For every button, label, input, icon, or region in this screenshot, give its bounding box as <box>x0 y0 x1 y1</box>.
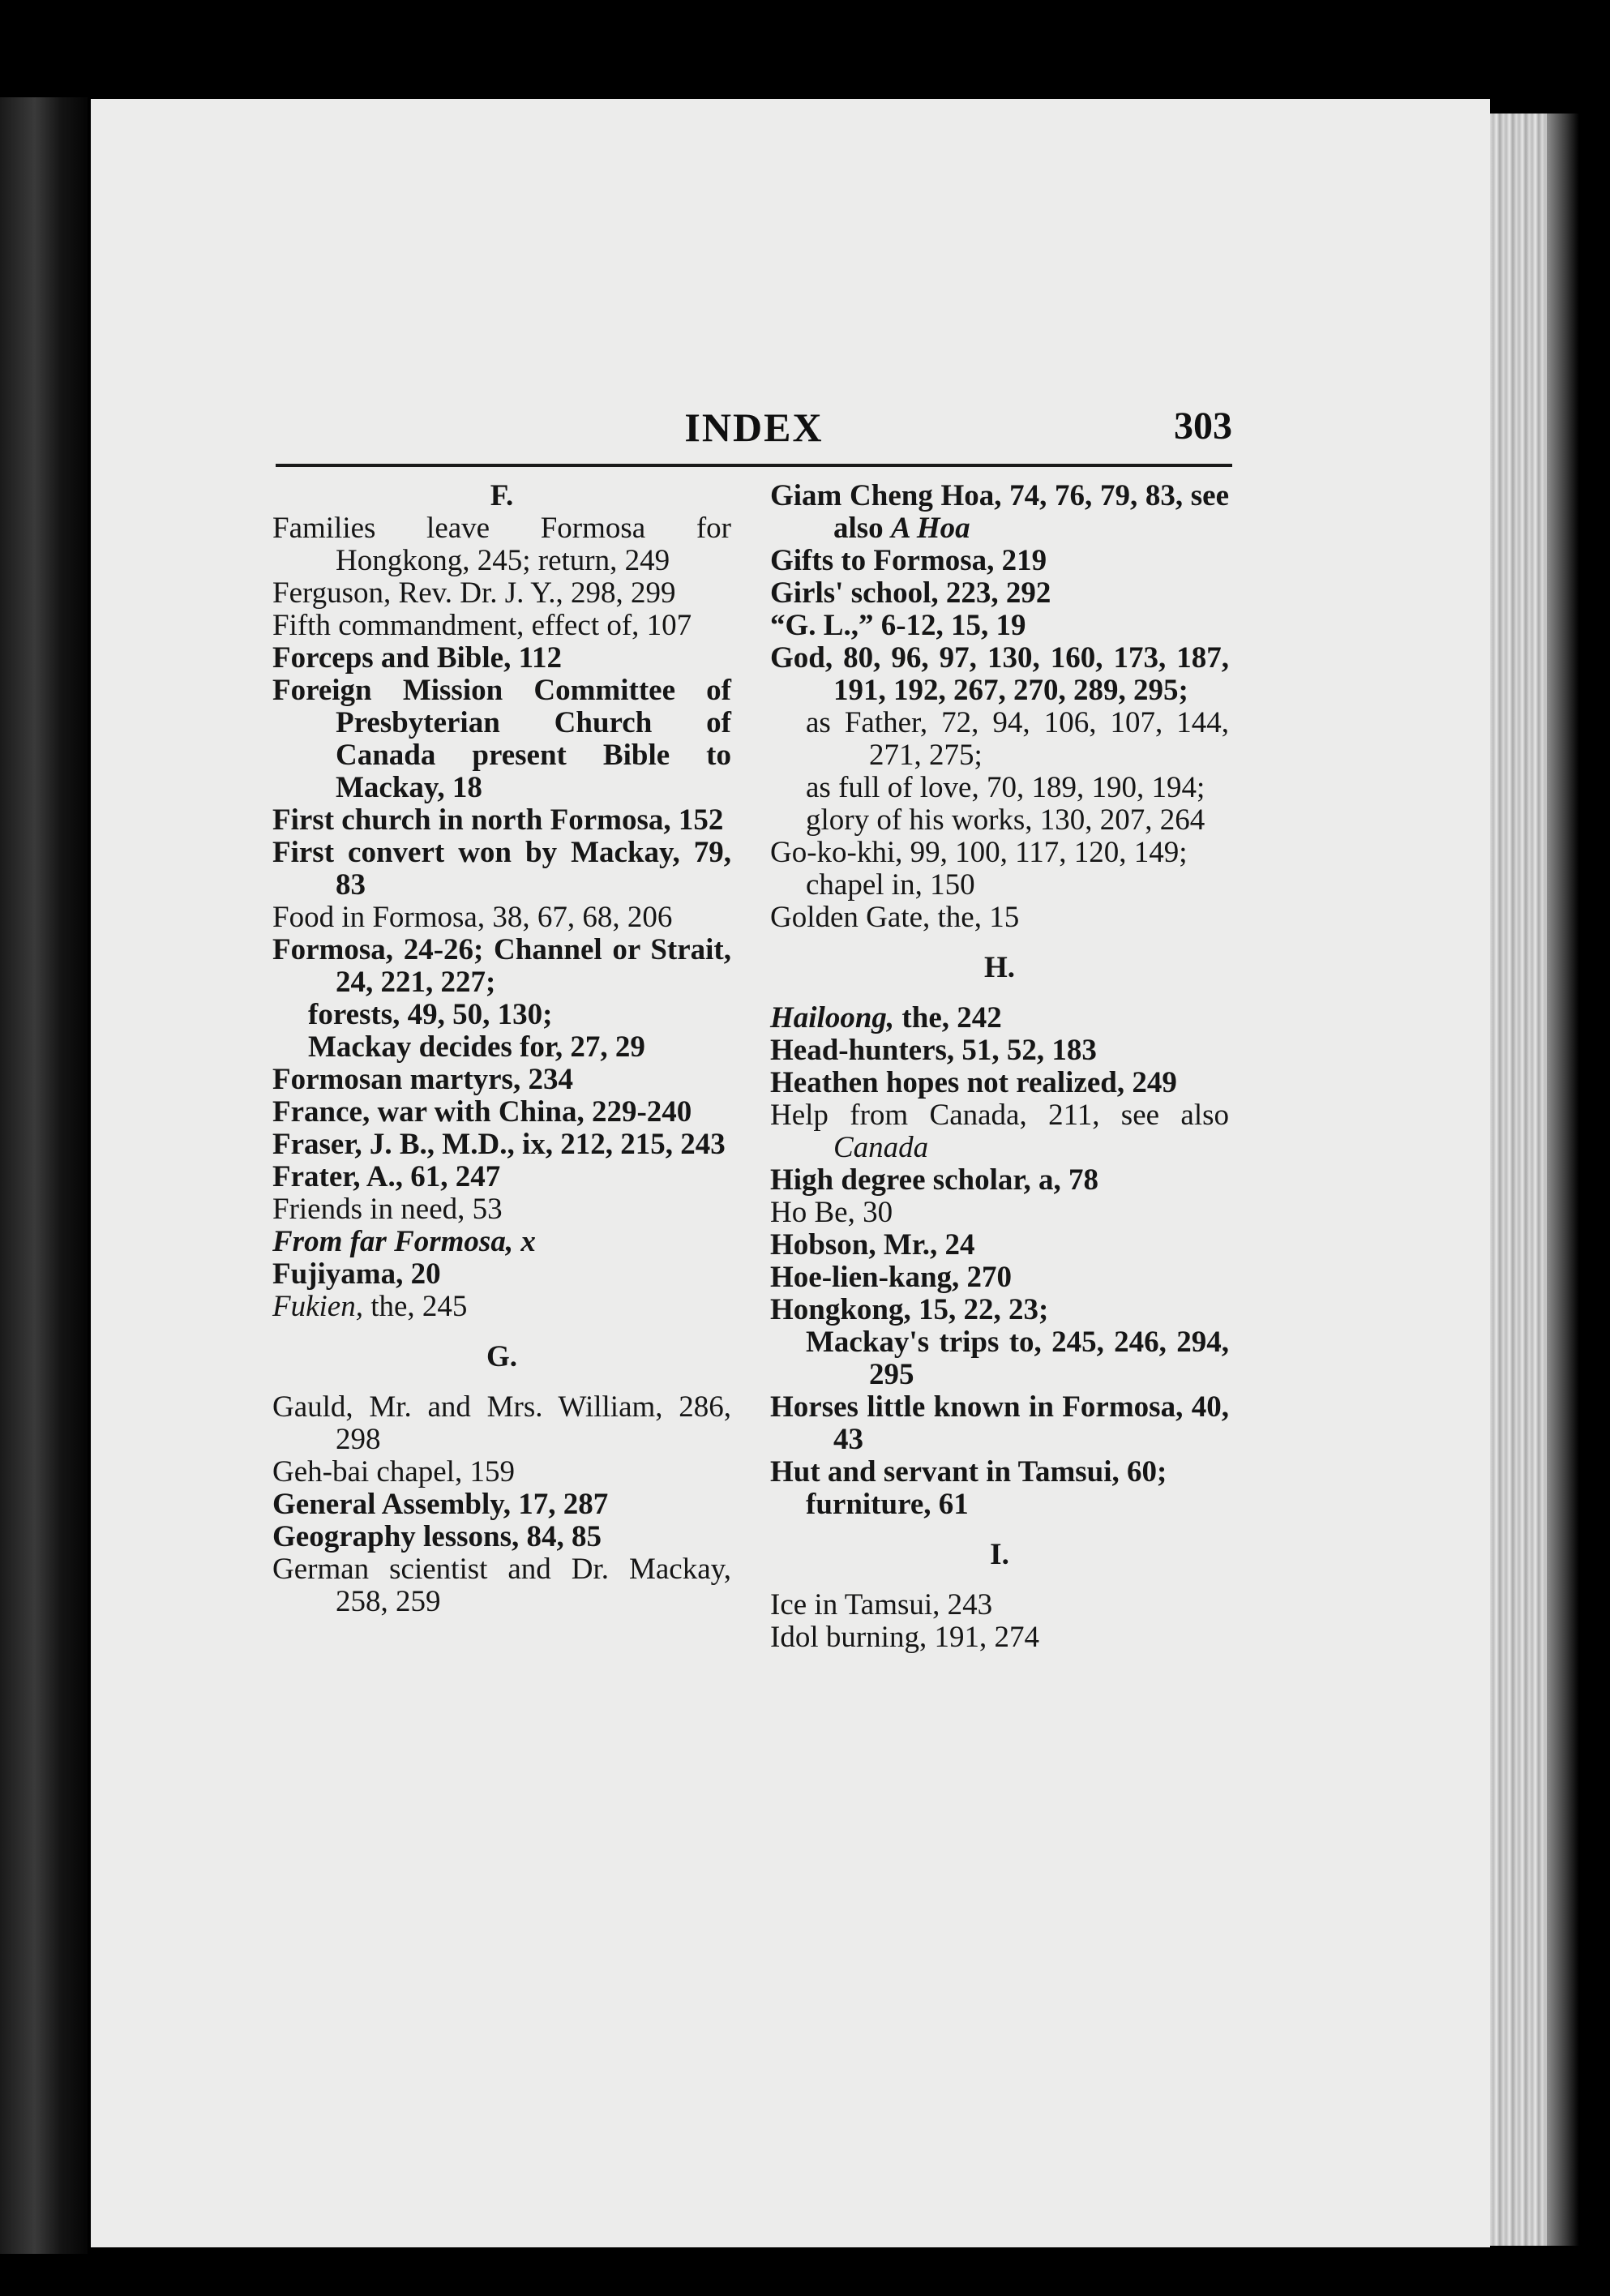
index-subentry: as Father, 72, 94, 106, 107, 144, 271, 275; <box>806 706 1229 772</box>
index-entry: Head-hunters, 51, 52, 183 <box>770 1034 1097 1067</box>
entry-italic-ref: A Hoa <box>890 512 970 545</box>
section-gap <box>770 1521 1229 1539</box>
index-entry: First convert won by Mackay, 79, 83 <box>272 836 731 902</box>
index-entry: Hoe-lien-kang, 270 <box>770 1261 1013 1294</box>
index-entry <box>770 1099 1229 1164</box>
running-header <box>276 404 1232 460</box>
section-letter-g: G. <box>486 1340 518 1373</box>
entry-text: the, 242 <box>894 1001 1002 1034</box>
section-letter-f: F. <box>490 479 514 512</box>
section-gap <box>272 1373 731 1391</box>
index-entry: Forceps and Bible, 112 <box>272 641 563 675</box>
index-entry: Gauld, Mr. and Mrs. William, 286, 298 <box>272 1390 731 1456</box>
section-gap <box>770 934 1229 952</box>
index-entry: Friends in need, 53 <box>272 1193 503 1226</box>
index-entry: Formosa, 24-26; Channel or Strait, 24, 221, 227; <box>272 933 731 999</box>
index-entry: Geography lessons, 84, 85 <box>272 1520 602 1553</box>
index-entry: German scientist and Dr. Mackay, 258, 259 <box>272 1553 731 1618</box>
index-entry: Hobson, Mr., 24 <box>770 1228 975 1262</box>
entry-text: Giam Cheng Hoa, 74, 76, 79, 83, see also <box>770 479 1229 545</box>
index-entry: First church in north Formosa, 152 <box>272 803 724 837</box>
index-entry: Fifth commandment, effect of, 107 <box>272 609 692 642</box>
index-entry: Ice in Tamsui, 243 <box>770 1588 993 1621</box>
index-entry: Hut and servant in Tamsui, 60; <box>770 1455 1167 1489</box>
entry-italic-name: Fukien, <box>272 1290 363 1323</box>
section-gap <box>770 984 1229 1002</box>
index-subentry: chapel in, 150 <box>806 868 975 902</box>
section-letter-h: H. <box>983 951 1016 984</box>
index-entry: God, 80, 96, 97, 130, 160, 173, 187, 191, 192, 267, 270, 289, 295; <box>770 641 1229 707</box>
book-page-edges <box>1490 114 1547 2246</box>
index-subentry: Mackay decides for, 27, 29 <box>308 1030 645 1064</box>
book-left-edge <box>0 97 88 2254</box>
index-entry: Girls' school, 223, 292 <box>770 576 1051 610</box>
section-gap <box>272 1323 731 1341</box>
index-subentry: glory of his works, 130, 207, 264 <box>806 803 1205 837</box>
index-entry <box>272 1291 731 1323</box>
index-entry: “G. L.,” 6-12, 15, 19 <box>770 609 1026 642</box>
index-entry: France, war with China, 229-240 <box>272 1095 692 1129</box>
index-entry: Fraser, J. B., M.D., ix, 212, 215, 243 <box>272 1128 726 1161</box>
index-entry: Geh-bai chapel, 159 <box>272 1455 515 1489</box>
index-subentry: forests, 49, 50, 130; <box>308 998 553 1031</box>
index-entry: Gifts to Formosa, 219 <box>770 544 1047 577</box>
index-entry: Idol burning, 191, 274 <box>770 1621 1039 1654</box>
index-entry: Food in Formosa, 38, 67, 68, 206 <box>272 901 673 934</box>
entry-italic-ref: Canada <box>833 1131 929 1164</box>
index-entry <box>770 480 1229 545</box>
header-rule <box>276 464 1232 467</box>
entry-text: the, 245 <box>362 1290 468 1323</box>
index-column-left <box>272 480 731 1618</box>
index-entry: General Assembly, 17, 287 <box>272 1488 609 1521</box>
index-entry: Go-ko-khi, 99, 100, 117, 120, 149; <box>770 836 1188 869</box>
section-gap <box>770 1571 1229 1589</box>
index-entry: Heathen hopes not realized, 249 <box>770 1066 1177 1099</box>
index-entry: Foreign Mission Committee of Presbyterian Church of Canada present Bible to Mackay, 18 <box>272 674 731 804</box>
index-entry: High degree scholar, a, 78 <box>770 1163 1098 1197</box>
index-column-right <box>770 480 1229 1654</box>
index-entry: Frater, A., 61, 247 <box>272 1160 501 1193</box>
index-entry: Ho Be, 30 <box>770 1196 893 1229</box>
index-subentry: as full of love, 70, 189, 190, 194; <box>806 771 1205 804</box>
entry-italic-name: Hailoong, <box>770 1001 895 1034</box>
index-entry: Formosan martyrs, 234 <box>272 1063 573 1096</box>
index-entry: Golden Gate, the, 15 <box>770 901 1020 934</box>
index-entry: From far Formosa, x <box>272 1225 536 1258</box>
index-entry: Horses little known in Formosa, 40, 43 <box>770 1390 1229 1456</box>
page-number: 303 <box>1174 405 1232 448</box>
index-entry <box>770 1002 1229 1034</box>
index-subentry: Mackay's trips to, 245, 246, 294, 295 <box>806 1326 1229 1391</box>
page-title: INDEX <box>684 405 824 450</box>
section-letter-i: I. <box>990 1538 1009 1571</box>
index-subentry: furniture, 61 <box>806 1488 969 1521</box>
index-entry: Families leave Formosa for Hongkong, 245; return, 249 <box>272 512 731 577</box>
book-right-shadow <box>1547 114 1579 2246</box>
index-entry: Fujiyama, 20 <box>272 1257 441 1291</box>
index-entry: Ferguson, Rev. Dr. J. Y., 298, 299 <box>272 576 676 610</box>
entry-text: Help from Canada, 211, see also <box>770 1099 1229 1132</box>
index-entry: Hongkong, 15, 22, 23; <box>770 1293 1049 1326</box>
